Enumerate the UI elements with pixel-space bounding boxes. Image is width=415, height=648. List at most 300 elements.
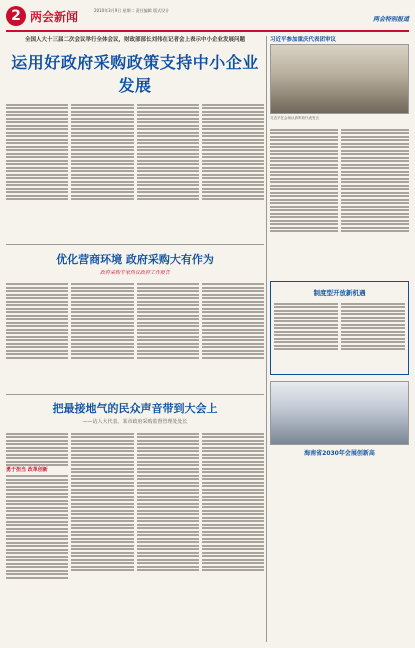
text-line: [6, 104, 68, 106]
text-line: [71, 188, 133, 190]
text-line: [71, 343, 133, 345]
text-line: [137, 534, 199, 536]
text-line: [202, 329, 264, 331]
text-line: [202, 121, 264, 123]
text-line: [6, 563, 68, 565]
text-line: [6, 322, 68, 324]
text-line: [270, 216, 338, 218]
text-line: [137, 350, 199, 352]
text-line: [202, 492, 264, 494]
text-line: [6, 181, 68, 183]
text-line: [71, 503, 133, 505]
masthead-rule: [6, 30, 409, 32]
text-line: [341, 143, 409, 145]
text-line: [137, 447, 199, 449]
text-line: [71, 132, 133, 134]
text-line: [137, 499, 199, 501]
section-rule-1: [6, 244, 264, 245]
text-line: [137, 177, 199, 179]
text-line: [6, 107, 68, 109]
section-rule-2: [6, 394, 264, 395]
text-line: [202, 513, 264, 515]
text-line: [137, 433, 199, 435]
text-line: [71, 195, 133, 197]
text-line: [274, 303, 338, 305]
text-line: [6, 357, 68, 359]
text-line: [137, 357, 199, 359]
text-line: [6, 566, 68, 568]
text-line: [137, 304, 199, 306]
text-line: [71, 346, 133, 348]
text-line: [202, 478, 264, 480]
text-line: [137, 332, 199, 334]
text-line: [270, 209, 338, 211]
text-line: [202, 524, 264, 526]
text-line: [137, 468, 199, 470]
text-line: [270, 227, 338, 229]
text-line: [202, 443, 264, 445]
text-line: [71, 174, 133, 176]
photo-caption: 习近平在会场认真听取代表发言: [270, 116, 319, 120]
text-line: [137, 548, 199, 550]
text-line: [137, 527, 199, 529]
text-line: [6, 454, 68, 456]
text-line: [202, 555, 264, 557]
text-line: [6, 489, 68, 491]
text-line: [270, 199, 338, 201]
text-line: [6, 146, 68, 148]
text-line: [6, 496, 68, 498]
text-line: [6, 160, 68, 162]
text-line: [6, 549, 68, 551]
text-line: [137, 191, 199, 193]
text-line: [202, 304, 264, 306]
text-line: [137, 552, 199, 554]
side-column: [270, 36, 409, 457]
text-line: [202, 464, 264, 466]
text-line: [6, 304, 68, 306]
text-line: [6, 450, 68, 452]
second-body: [6, 282, 264, 392]
text-line: [202, 188, 264, 190]
text-line: [270, 167, 338, 169]
text-line: [341, 185, 409, 187]
text-line: [6, 493, 68, 495]
text-line: [71, 121, 133, 123]
text-line: [137, 139, 199, 141]
text-line: [137, 541, 199, 543]
text-line: [202, 562, 264, 564]
text-line: [71, 283, 133, 285]
text-line: [341, 160, 409, 162]
text-line: [270, 139, 338, 141]
text-line: [202, 181, 264, 183]
text-line: [6, 514, 68, 516]
text-line: [71, 506, 133, 508]
text-line: [270, 192, 338, 194]
side-body-col-1: [270, 127, 338, 277]
text-line: [137, 301, 199, 303]
text-line: [274, 306, 338, 308]
text-line: [202, 506, 264, 508]
text-line: [71, 475, 133, 477]
text-line: [270, 220, 338, 222]
text-line: [274, 324, 338, 326]
text-line: [6, 142, 68, 144]
text-line: [6, 343, 68, 345]
text-line: [71, 149, 133, 151]
text-line: [270, 230, 338, 232]
text-line: [202, 142, 264, 144]
text-line: [71, 325, 133, 327]
text-line: [137, 195, 199, 197]
text-line: [274, 317, 338, 319]
text-line: [137, 318, 199, 320]
text-line: [202, 559, 264, 561]
text-line: [202, 294, 264, 296]
text-line: [202, 167, 264, 169]
text-line: [71, 311, 133, 313]
text-line: [6, 535, 68, 537]
third-body-col-4: [202, 431, 264, 641]
text-line: [202, 353, 264, 355]
text-line: [71, 308, 133, 310]
text-line: [202, 318, 264, 320]
text-line: [137, 454, 199, 456]
lead-kicker: 全国人大十三届二次会议举行全体会议，财政部部长刘伟在记者会上表示中小企业发展问题: [24, 37, 245, 43]
text-line: [270, 206, 338, 208]
second-body-col-1: [6, 282, 68, 392]
text-line: [202, 195, 264, 197]
text-line: [6, 570, 68, 572]
text-line: [6, 507, 68, 509]
text-line: [202, 177, 264, 179]
text-line: [71, 454, 133, 456]
text-line: [71, 287, 133, 289]
lead-body: [6, 102, 264, 242]
text-line: [137, 325, 199, 327]
text-line: [270, 178, 338, 180]
text-line: [202, 174, 264, 176]
text-line: [137, 520, 199, 522]
text-line: [71, 301, 133, 303]
text-line: [71, 181, 133, 183]
text-line: [270, 185, 338, 187]
text-line: [341, 324, 405, 326]
text-line: [202, 170, 264, 172]
text-line: [202, 350, 264, 352]
text-line: [270, 160, 338, 162]
text-line: [137, 156, 199, 158]
text-line: [71, 118, 133, 120]
text-line: [137, 478, 199, 480]
text-line: [6, 177, 68, 179]
text-line: [137, 283, 199, 285]
text-line: [71, 290, 133, 292]
text-line: [341, 157, 409, 159]
text-line: [341, 199, 409, 201]
text-line: [6, 528, 68, 530]
text-line: [341, 341, 405, 343]
text-line: [202, 545, 264, 547]
text-line: [137, 485, 199, 487]
text-line: [6, 339, 68, 341]
text-line: [202, 461, 264, 463]
text-line: [6, 524, 68, 526]
text-line: [71, 114, 133, 116]
third-body-col-2: [71, 431, 133, 641]
text-line: [274, 338, 338, 340]
text-line: [270, 157, 338, 159]
text-line: [341, 192, 409, 194]
text-line: [202, 149, 264, 151]
text-line: [71, 482, 133, 484]
text-line: [6, 174, 68, 176]
side-headline: 习近平参加重庆代表团审议: [270, 37, 337, 43]
text-line: [202, 332, 264, 334]
text-line: [71, 153, 133, 155]
text-line: [6, 542, 68, 544]
text-line: [202, 139, 264, 141]
text-line: [341, 139, 409, 141]
text-line: [137, 294, 199, 296]
text-line: [202, 111, 264, 113]
text-line: [202, 315, 264, 317]
text-line: [341, 167, 409, 169]
text-line: [71, 353, 133, 355]
text-line: [6, 556, 68, 558]
text-line: [137, 566, 199, 568]
text-line: [6, 318, 68, 320]
text-line: [6, 573, 68, 575]
text-line: [202, 283, 264, 285]
text-line: [6, 457, 68, 459]
text-line: [71, 191, 133, 193]
text-line: [137, 132, 199, 134]
text-line: [6, 325, 68, 327]
text-line: [71, 139, 133, 141]
text-line: [71, 496, 133, 498]
text-line: [137, 559, 199, 561]
second-headline: 优化营商环境 政府采购大有作为: [56, 252, 214, 266]
text-line: [6, 440, 68, 442]
text-line: [202, 336, 264, 338]
lead-body-col-3: [137, 102, 199, 242]
text-line: [6, 517, 68, 519]
text-line: [137, 290, 199, 292]
text-line: [137, 482, 199, 484]
text-line: [6, 559, 68, 561]
text-line: [6, 433, 68, 435]
text-line: [137, 188, 199, 190]
text-line: [71, 436, 133, 438]
text-line: [137, 128, 199, 130]
text-line: [71, 531, 133, 533]
text-line: [71, 332, 133, 334]
lead-body-col-1: [6, 102, 68, 242]
text-line: [6, 132, 68, 134]
text-line: [137, 464, 199, 466]
text-line: [341, 338, 405, 340]
text-line: [137, 125, 199, 127]
text-line: [202, 125, 264, 127]
text-line: [6, 545, 68, 547]
text-line: [137, 471, 199, 473]
text-line: [6, 475, 68, 477]
text-line: [137, 457, 199, 459]
text-line: [6, 308, 68, 310]
text-line: [6, 118, 68, 120]
text-line: [71, 464, 133, 466]
text-line: [137, 308, 199, 310]
text-line: [71, 433, 133, 435]
text-line: [71, 304, 133, 306]
second-subhead: 政府采购专家热议政府工作报告: [99, 269, 170, 276]
text-line: [341, 146, 409, 148]
text-line: [341, 164, 409, 166]
text-line: [341, 345, 405, 347]
text-line: [71, 457, 133, 459]
text-line: [71, 492, 133, 494]
text-line: [202, 104, 264, 106]
text-line: [137, 562, 199, 564]
text-line: [202, 482, 264, 484]
text-line: [137, 311, 199, 313]
text-line: [71, 322, 133, 324]
text-line: [137, 436, 199, 438]
text-line: [137, 297, 199, 299]
text-line: [341, 317, 405, 319]
text-line: [6, 510, 68, 512]
text-line: [202, 153, 264, 155]
text-line: [202, 322, 264, 324]
text-line: [71, 294, 133, 296]
text-line: [137, 198, 199, 200]
text-line: [6, 447, 68, 449]
text-line: [202, 184, 264, 186]
text-line: [137, 107, 199, 109]
text-line: [137, 336, 199, 338]
text-line: [6, 577, 68, 579]
text-line: [6, 301, 68, 303]
text-line: [202, 311, 264, 313]
text-line: [270, 202, 338, 204]
text-line: [202, 135, 264, 137]
text-line: [137, 146, 199, 148]
text-line: [202, 156, 264, 158]
text-line: [274, 345, 338, 347]
text-line: [71, 510, 133, 512]
text-line: [71, 471, 133, 473]
text-line: [202, 114, 264, 116]
column-divider: [266, 36, 267, 642]
text-line: [202, 517, 264, 519]
text-line: [202, 527, 264, 529]
text-line: [270, 143, 338, 145]
text-line: [71, 562, 133, 564]
text-line: [137, 346, 199, 348]
text-line: [341, 320, 405, 322]
text-line: [6, 195, 68, 197]
text-line: [202, 496, 264, 498]
text-line: [274, 327, 338, 329]
text-line: [137, 104, 199, 106]
feature-box-body: [274, 301, 405, 371]
text-line: [71, 485, 133, 487]
text-line: [6, 153, 68, 155]
feature-box-title: 制度型开放新机遇: [313, 289, 366, 297]
text-line: [71, 350, 133, 352]
text-line: [202, 191, 264, 193]
text-line: [202, 534, 264, 536]
text-line: [341, 195, 409, 197]
text-line: [341, 209, 409, 211]
feature-box-col-1: [274, 301, 338, 371]
text-line: [71, 545, 133, 547]
text-line: [137, 440, 199, 442]
text-line: [202, 198, 264, 200]
text-line: [6, 125, 68, 127]
text-line: [71, 177, 133, 179]
lead-body-col-4: [202, 102, 264, 242]
section-title: 两会新闻: [30, 10, 79, 24]
text-line: [71, 534, 133, 536]
text-line: [137, 569, 199, 571]
text-line: [341, 348, 405, 350]
text-line: [6, 479, 68, 481]
text-line: [202, 339, 264, 341]
text-line: [137, 510, 199, 512]
text-line: [71, 447, 133, 449]
third-body-col-3: [137, 431, 199, 641]
bottom-headline: 海南省2030年会展创新高: [304, 450, 375, 457]
text-line: [71, 538, 133, 540]
second-body-col-4: [202, 282, 264, 392]
text-line: [270, 174, 338, 176]
text-line: [341, 230, 409, 232]
text-line: [202, 548, 264, 550]
text-line: [71, 541, 133, 543]
text-line: [137, 443, 199, 445]
text-line: [137, 184, 199, 186]
text-line: [71, 198, 133, 200]
third-body: [6, 431, 264, 641]
text-line: [341, 223, 409, 225]
text-line: [202, 308, 264, 310]
text-line: [202, 468, 264, 470]
text-line: [270, 195, 338, 197]
text-line: [71, 160, 133, 162]
text-line: [270, 150, 338, 152]
text-line: [6, 486, 68, 488]
text-line: [6, 329, 68, 331]
text-line: [71, 146, 133, 148]
text-line: [341, 129, 409, 131]
text-line: [341, 334, 405, 336]
text-line: [71, 527, 133, 529]
text-line: [71, 135, 133, 137]
text-line: [6, 482, 68, 484]
text-line: [6, 290, 68, 292]
text-line: [6, 503, 68, 505]
text-line: [6, 156, 68, 158]
text-line: [137, 524, 199, 526]
text-line: [341, 171, 409, 173]
text-line: [137, 170, 199, 172]
third-section-subhead: 勇于担当 改革创新: [6, 467, 48, 473]
second-body-col-2: [71, 282, 133, 392]
text-line: [71, 156, 133, 158]
